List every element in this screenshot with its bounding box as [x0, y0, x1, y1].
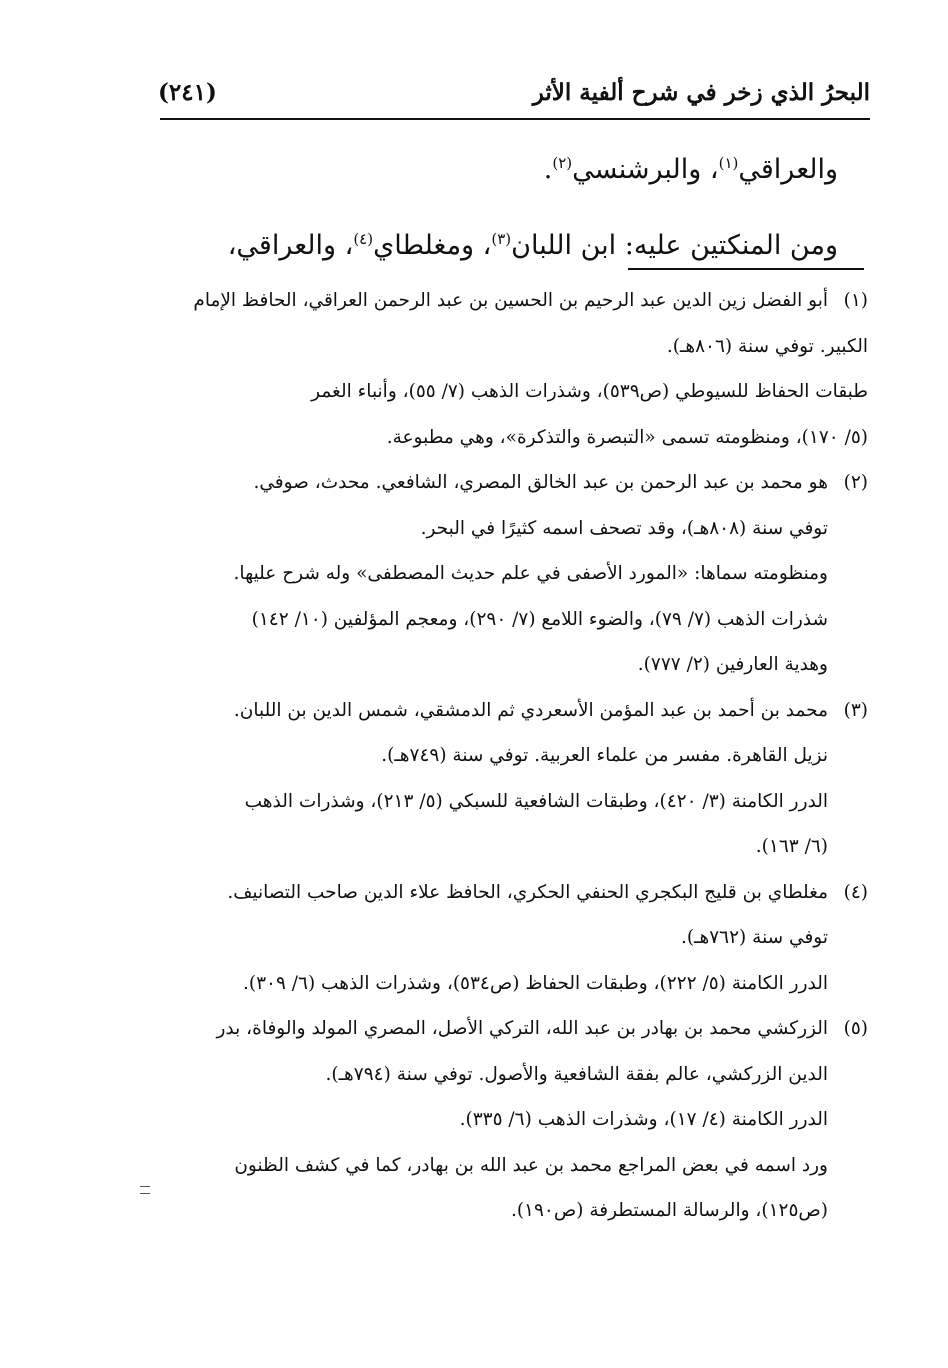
- footnote-line: توفي سنة (٨٠٨هـ)، وقد تصحف اسمه كثيرًا في البحر.: [420, 517, 828, 539]
- footnote-2: [155, 460, 868, 688]
- main-text-segment: ، والبرشنسي: [572, 154, 719, 185]
- footnote-line: الزركشي محمد بن بهادر بن عبد الله، التركي الأصل، المصري المولد والوفاة، بدر: [216, 1018, 828, 1039]
- running-header: [158, 72, 870, 106]
- footnote-body: [155, 278, 868, 460]
- footnote-line: مغلطاي بن قليج البكجري الحنفي الحكري، الحافظ علاء الدين صاحب التصانيف.: [227, 881, 828, 903]
- footnote-number: (٥): [843, 1018, 868, 1039]
- footnote-line: توفي سنة (٧٦٢هـ).: [680, 927, 828, 948]
- footnote-body: [155, 870, 828, 1007]
- footnote-line: شذرات الذهب (٧/ ٧٩)، والضوء اللامع (٧/ ٢٩٠)، ومعجم المؤلفين (١٠/ ١٤٢): [251, 608, 828, 630]
- footnote-line: محمد بن أحمد بن عبد المؤمن الأسعردي ثم الدمشقي، شمس الدين بن اللبان.: [233, 699, 828, 721]
- footnote-line: (٥/ ١٧٠)، ومنظومته تسمى «التبصرة والتذكرة»، وهي مطبوعة.: [386, 426, 868, 448]
- header-title: البحرُ الذي زخر في شرح ألفية الأثر: [532, 79, 870, 106]
- footnote-number: (٣): [843, 699, 868, 721]
- main-text-segment: والعراقي: [738, 154, 838, 185]
- footnote-body: [155, 460, 828, 688]
- footnote-line: ومنظومته سماها: «المورد الأصفى في علم حديث المصطفى» وله شرح عليها.: [233, 563, 828, 584]
- footnote-line: طبقات الحفاظ للسيوطي (ص٥٣٩)، وشذرات الذهب (٧/ ٥٥)، وأنباء الغمر: [311, 381, 868, 402]
- main-text: [150, 132, 838, 284]
- main-line-1: [150, 132, 838, 208]
- footnotes: [155, 278, 868, 1234]
- main-text-segment: .: [543, 154, 553, 185]
- footnote-line: هو محمد بن عبد الرحمن بن عبد الخالق المصري، الشافعي. محدث، صوفي.: [253, 472, 828, 493]
- footnote-line: (٦/ ١٦٣).: [755, 836, 828, 857]
- footnote-line: الدرر الكامنة (٣/ ٤٢٠)، وطبقات الشافعية للسبكي (٥/ ٢١٣)، وشذرات الذهب: [244, 790, 828, 812]
- footnote-number: (١): [843, 290, 868, 311]
- main-text-segment: ، والعراقي،: [227, 230, 354, 261]
- footnote-1: [155, 278, 868, 460]
- footnote-line: نزيل القاهرة. مفسر من علماء العربية. توفي سنة (٧٤٩هـ).: [381, 745, 828, 766]
- footnote-line: الدرر الكامنة (٥/ ٢٢٢)، وطبقات الحفاظ (ص٥٣٤)، وشذرات الذهب (٦/ ٣٠٩).: [242, 972, 828, 994]
- footnote-number: (٢): [843, 472, 868, 493]
- footnote-ref-4: (٤): [353, 230, 374, 248]
- footnote-4: [155, 870, 868, 1007]
- page-number: (٢٤١): [158, 79, 217, 106]
- footnote-number: (٤): [843, 881, 868, 903]
- main-line-2: [150, 208, 838, 284]
- footnote-line: الدين الزركشي، عالم بفقة الشافعية والأصول. توفي سنة (٧٩٤هـ).: [325, 1063, 828, 1085]
- header-rule: [160, 118, 870, 120]
- main-text-segment: ، ومغلطاي: [373, 230, 492, 261]
- footnote-body: [155, 1006, 828, 1234]
- footnote-ref-3: (٣): [491, 230, 512, 248]
- footnote-line: وهدية العارفين (٢/ ٧٧٧).: [637, 654, 828, 675]
- footnote-line: (ص١٢٥)، والرسالة المستطرفة (ص١٩٠).: [510, 1200, 828, 1221]
- footnote-line: الدرر الكامنة (٤/ ١٧)، وشذرات الذهب (٦/ ٣٣٥).: [459, 1109, 828, 1130]
- footnote-ref-1: (١): [718, 154, 739, 172]
- footnote-line: ورد اسمه في بعض المراجع محمد بن عبد الله بن بهادر، كما في كشف الظنون: [234, 1154, 828, 1176]
- footnote-line: أبو الفضل زين الدين عبد الرحيم بن الحسين بن عبد الرحمن العراقي، الحافظ الإمام: [193, 290, 828, 311]
- main-text-segment: ومن المنكتين عليه: ابن اللبان: [511, 230, 838, 261]
- footnote-body: [155, 688, 828, 870]
- footnote-5: [155, 1006, 868, 1234]
- scan-artifact: [140, 1186, 150, 1194]
- footnote-ref-2: (٢): [552, 154, 573, 172]
- footnote-3: [155, 688, 868, 870]
- footnote-line: الكبير. توفي سنة (٨٠٦هـ).: [666, 335, 868, 357]
- footnotes-separator: [628, 268, 864, 270]
